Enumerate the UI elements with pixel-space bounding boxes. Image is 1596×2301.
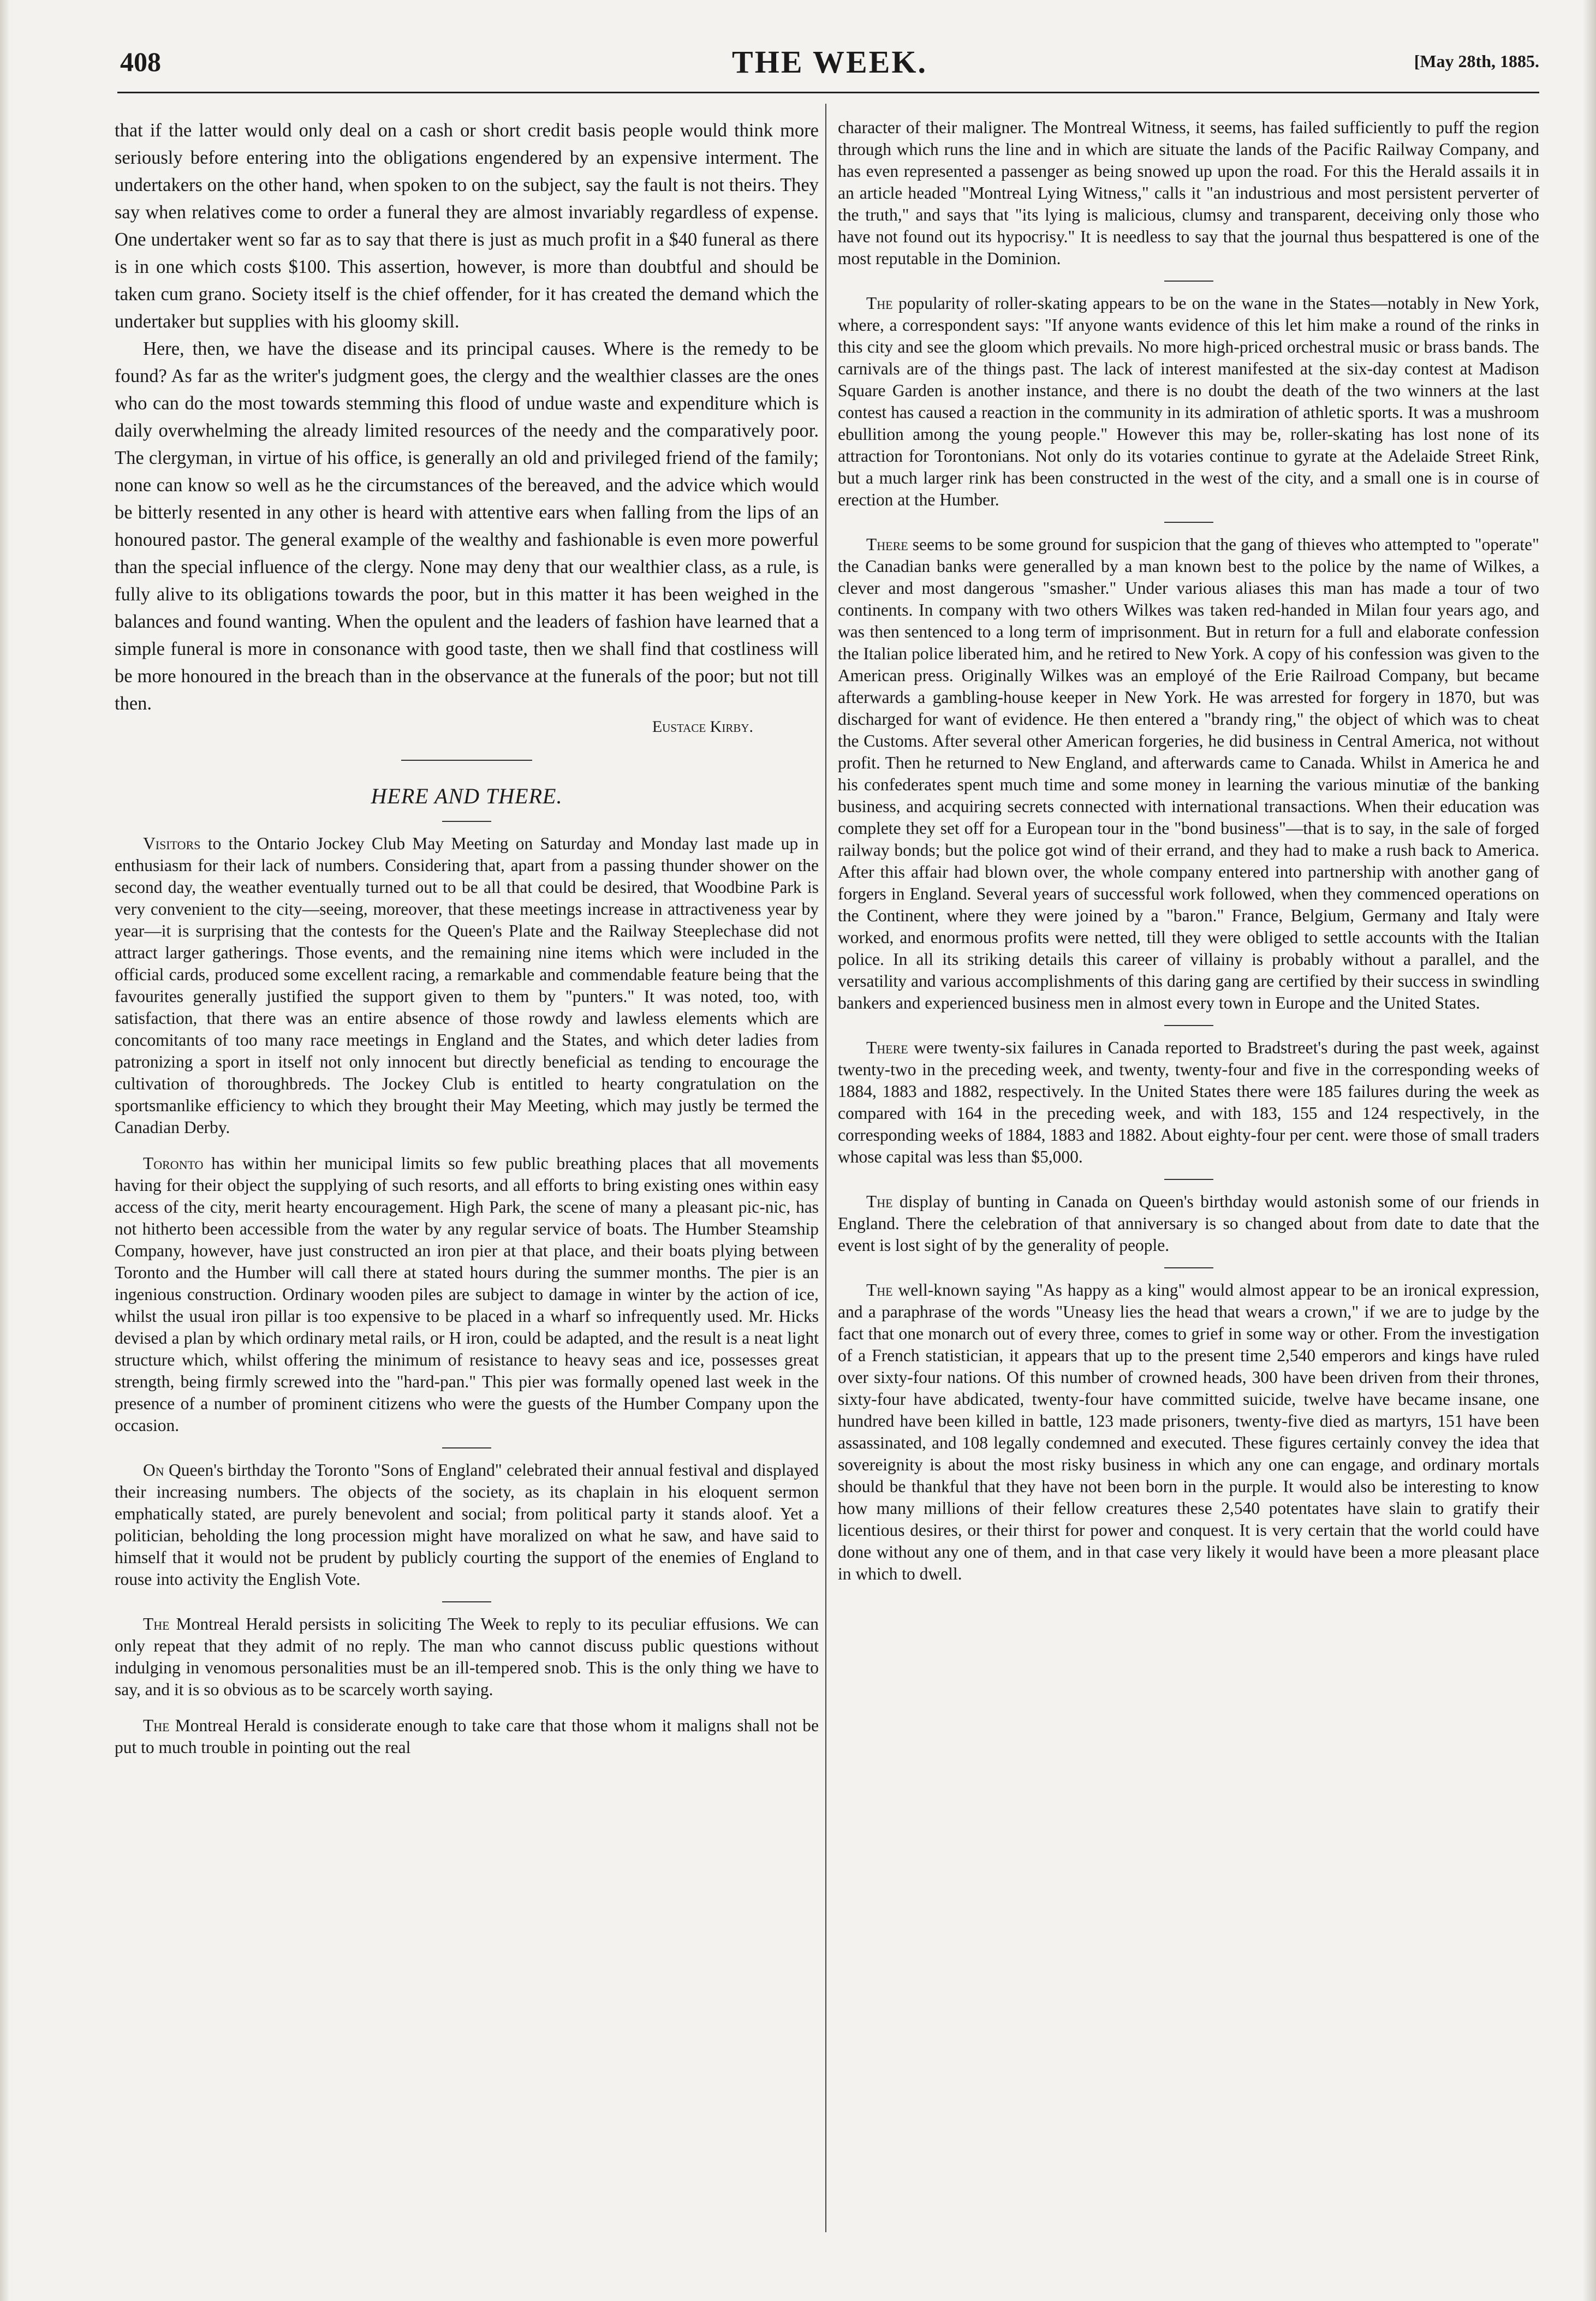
item-divider xyxy=(1164,281,1213,282)
title-rule xyxy=(442,821,491,822)
item-divider xyxy=(442,1601,491,1602)
news-item: The well-known saying "As happy as a king" would almost appear to be an ironical expression, and a paraphrase of the words "Uneasy lies the head that wears a crown," if we are to judge by the fact that one monarch out of every three, comes to grief in some way or other. From the investigation of a French statistician, it appears that up to the present time 2,540 emperors and kings have ruled over sixty-four nations. Of this number of crowned heads, 300 have been driven from their thrones, sixty-four have abdicated, twenty-four have committed suicide, twelve have became insane, one hundred have been killed in battle, 123 made prisoners, twenty-five died as martyrs, 151 have been assassinated, and 108 legally condemned and executed. These figures certainly convey the idea that sovereignity is about the most risky business in which any one can engage, and ordinary mortals should be thankful that they have not been born in the purple. It would also be interesting to know how many millions of their fellow creatures these 2,540 potentates have slain to gratify their licentious desires, or their thirst for power and conquest. It is very certain that the world could have done without any one of them, and in that case very likely it would have been a more pleasant place in which to dwell. xyxy=(838,1280,1539,1583)
page-number: 408 xyxy=(120,46,161,77)
issue-date: [May 28th, 1885. xyxy=(1414,51,1539,71)
news-item: The Montreal Herald persists in soliciting The Week to reply to its peculiar effusions. We can only repeat that they admit of no reply. The man who cannot discuss public questions without indulging in venomous personalities must be an ill-tempered snob. This is the only thing we have to say, and it is so obvious as to be scarcely worth saying. xyxy=(115,1614,819,1699)
item-divider xyxy=(1164,1267,1213,1268)
section-title: HERE AND THERE. xyxy=(371,784,563,808)
news-item: The popularity of roller-skating appears to be on the wane in the States—notably in New York, where, a correspondent says: "If anyone wants evidence of this let him make a round of the rinks in this city and see the gloom which prevails. No more high-priced orchestral music or brass bands. The carnivals are of the things past. The lack of interest manifested at the six-day contest at Madison Square Garden is another instance, and there is no doubt the death of the two winners at the last contest has caused a reaction in the community in its admiration of athletic sports. It was a mushroom ebullition among the young people." However this may be, roller-skating has lost none of its attraction for Torontonians. Not only do its votaries continue to gyrate at the Adelaide Street Rink, but a much larger rink has been constructed in the west of the city, and a small one is in course of erection at the Humber. xyxy=(838,294,1539,509)
article-paragraph: that if the latter would only deal on a cash or short credit basis people would think more seriously before entering into the obligations engendered by an expensive interment. The undertakers on the other hand, when spoken to on the subject, say the fault is not theirs. They say when relatives come to order a funeral they are almost invariably regardless of expense. One undertaker went so far as to say that there is just as much profit in a $40 funeral as there is in one which costs $100. This assertion, however, is more than doubtful and should be taken cum grano. Society itself is the chief offender, for it has created the demand which the undertaker but supplies with his gloomy skill. xyxy=(115,120,819,332)
item-divider xyxy=(1164,1025,1213,1026)
news-item: The Montreal Herald is considerate enough to take care that those whom it maligns shall not be put to much trouble in pointing out the real xyxy=(115,1716,819,1757)
page-header xyxy=(120,44,1539,98)
item-divider xyxy=(1164,1179,1213,1180)
article-signature: Eustace Kirby. xyxy=(652,718,753,736)
news-item: Visitors to the Ontario Jockey Club May Meeting on Saturday and Monday last made up in enthusiasm for their lack of numbers. Considering that, apart from a passing thunder shower on the second day, the weather eventually turned out to be all that could be desired, that Woodbine Park is very convenient to the city—seeing, moreover, that these meetings increase in attractiveness year by year—it is surprising that the contests for the Queen's Plate and the Railway Steeplechase did not attract larger gatherings. Those events, and the remaining nine items which were included in the official cards, produced some excellent racing, a remarkable and commendable feature being that the favourites generally justified the support given to them by "punters." It was noted, too, with satisfaction, that there was an entire absence of those rowdy and lawless elements which are concomitants of too many race meetings in England and the States, and which deter ladies from patronizing a sport in itself not only innocent but directly beneficial as tending to encourage the cultivation of thoroughbreds. The Jockey Club is entitled to hearty congratulation on the sportsmanlike efficiency to which they brought their May Meeting, which may justly be termed the Canadian Derby. xyxy=(115,834,819,1137)
news-item: Toronto has within her municipal limits so few public breathing places that all movements having for their object the supplying of such resorts, and all efforts to bring existing ones within easy access of the city, merit hearty encouragement. High Park, the scene of many a pleasant pic-nic, has not hitherto been accessible from the water by any regular service of boats. The Humber Steamship Company, however, have just constructed an iron pier at that place, and their boats plying between Toronto and the Humber will call there at stated hours during the summer months. The pier is an ingenious construction. Ordinary wooden piles are subject to damage in winter by the action of ice, whilst the usual iron pillar is too expensive to be placed in a wharf so infrequently used. Mr. Hicks devised a plan by which ordinary metal rails, or H iron, could be adapted, and the result is a neat light structure which, whilst offering the minimum of resistance to heavy seas and ice, possesses great strength, being firmly screwed into the "hard-pan." This pier was formally opened last week in the presence of a number of prominent citizens who were the guests of the Humber Company upon the occasion. xyxy=(115,1154,819,1435)
header-rule xyxy=(117,92,1539,93)
news-item: On Queen's birthday the Toronto "Sons of England" celebrated their annual festival and displayed their increasing numbers. The objects of the society, as its chaplain in his eloquent sermon emphatically stated, are purely benevolent and social; from political party it stands aloof. Yet a politician, beholding the long procession might have moralized on what he saw, and have said to himself that it would not be prudent by publicly courting the support of the enemies of England to rouse into activity the English Vote. xyxy=(115,1461,819,1589)
news-item: There seems to be some ground for suspicion that the gang of thieves who attempted to "operate" the Canadian banks were generalled by a man known best to the police by the name of Wilkes, a clever and most dangerous "smasher." Under various aliases this man has made a tour of two continents. In company with two others Wilkes was taken red-handed in Milan four years ago, and was then sentenced to a long term of imprisonment. But in return for a full and elaborate confession the Italian police liberated him, and he retired to New York. A copy of his confession was given to the American press. Originally Wilkes was an employé of the Erie Railroad Company, but became afterwards a gambling-house keeper in New York. He was arrested for forgery in 1870, but was discharged for want of evidence. He then entered a "brandy ring," the object of which was to cheat the Customs. After several other American forgeries, he did business in Central America, not without profit. Then he returned to New England, and afterwards came to Canada. Whilst in America he and his confederates spent much time and some money in learning the various minutiæ of the banking business, and acquiring secrets connected with international transactions. When their education was complete they set off for a European tour in the "bond business"—that is to say, in the sale of forged railway bonds; but the police got wind of their errand, and they had to make a rush back to America. After this affair had blown over, the whole company entered into partnership with another gang of forgers in England. Several years of successful work followed, when they commenced operations on the Continent, where they were joined by a "baron." France, Belgium, Germany and Italy were worked, and enormous profits were netted, till they were obliged to settle accounts with the Italian police. In all its striking details this career of villainy is probably without a parallel, and the versatility and various accomplishments of this daring gang are certified by their success in swindling bankers and experienced business men in almost every town in Europe and the United States. xyxy=(838,535,1539,1012)
news-item: There were twenty-six failures in Canada reported to Bradstreet's during the past week, against twenty-two in the preceding week, and twenty, twenty-four and five in the corresponding weeks of 1884, 1883 and 1882, respectively. In the United States there were 185 failures during the week as compared with 164 in the preceding week, and with 183, 155 and 124 respectively, in the corresponding weeks of 1884, 1883 and 1882. About eighty-four per cent. were those of small traders whose capital was less than $5,000. xyxy=(838,1038,1539,1166)
news-item: The display of bunting in Canada on Queen's birthday would astonish some of our friends in England. There the celebration of that anniversary is so changed about from date to date that the event is lost sight of by the generality of people. xyxy=(838,1192,1539,1255)
column-separator xyxy=(825,104,826,2232)
item-divider xyxy=(1164,522,1213,523)
left-column xyxy=(115,117,819,1758)
section-divider xyxy=(401,760,532,761)
news-item-continued: character of their maligner. The Montreal Witness, it seems, has failed sufficiently to puff the region through which runs the line and in which are situate the lands of the Pacific Railway Company, and has even represented a passenger as being snowed up upon the road. For this the Herald assails it in an article headed "Montreal Lying Witness," calls it "an industrious and most persistent perverter of the truth," and says that "its lying is malicious, clumsy and transparent, deceiving only those who have not found out its hypocrisy." It is needless to say that the journal thus bespattered is one of the most reputable in the Dominion. xyxy=(838,118,1539,268)
article-paragraph: Here, then, we have the disease and its principal causes. Where is the remedy to be found? As far as the writer's judgment goes, the clergy and the wealthier classes are the ones who can do the most towards stemming this flood of undue waste and expenditure which is daily overwhelming the already limited resources of the needy and the comparatively poor. The clergyman, in virtue of his office, is generally an old and privileged friend of the family; none can know so well as he the circumstances of the bereaved, and the advice which would be bitterly resented in any other is heard with attentive ears when falling from the lips of an honoured pastor. The general example of the wealthy and fashionable is even more powerful than the special influence of the clergy. None may deny that our wealthier class, as a rule, is fully alive to its obligations towards the poor, but in this matter it has been weighed in the balances and found wanting. When the opulent and the leaders of fashion have learned that a simple funeral is more in consonance with good taste, then we shall find that costliness will be more honoured in the breach than in the observance at the funerals of the poor; but not till then. xyxy=(115,338,819,714)
page-edge-right xyxy=(1583,0,1596,2301)
right-column xyxy=(838,117,1539,1585)
item-divider xyxy=(442,1447,491,1448)
page-edge-left xyxy=(0,0,10,2301)
publication-title: THE WEEK. xyxy=(732,44,927,80)
